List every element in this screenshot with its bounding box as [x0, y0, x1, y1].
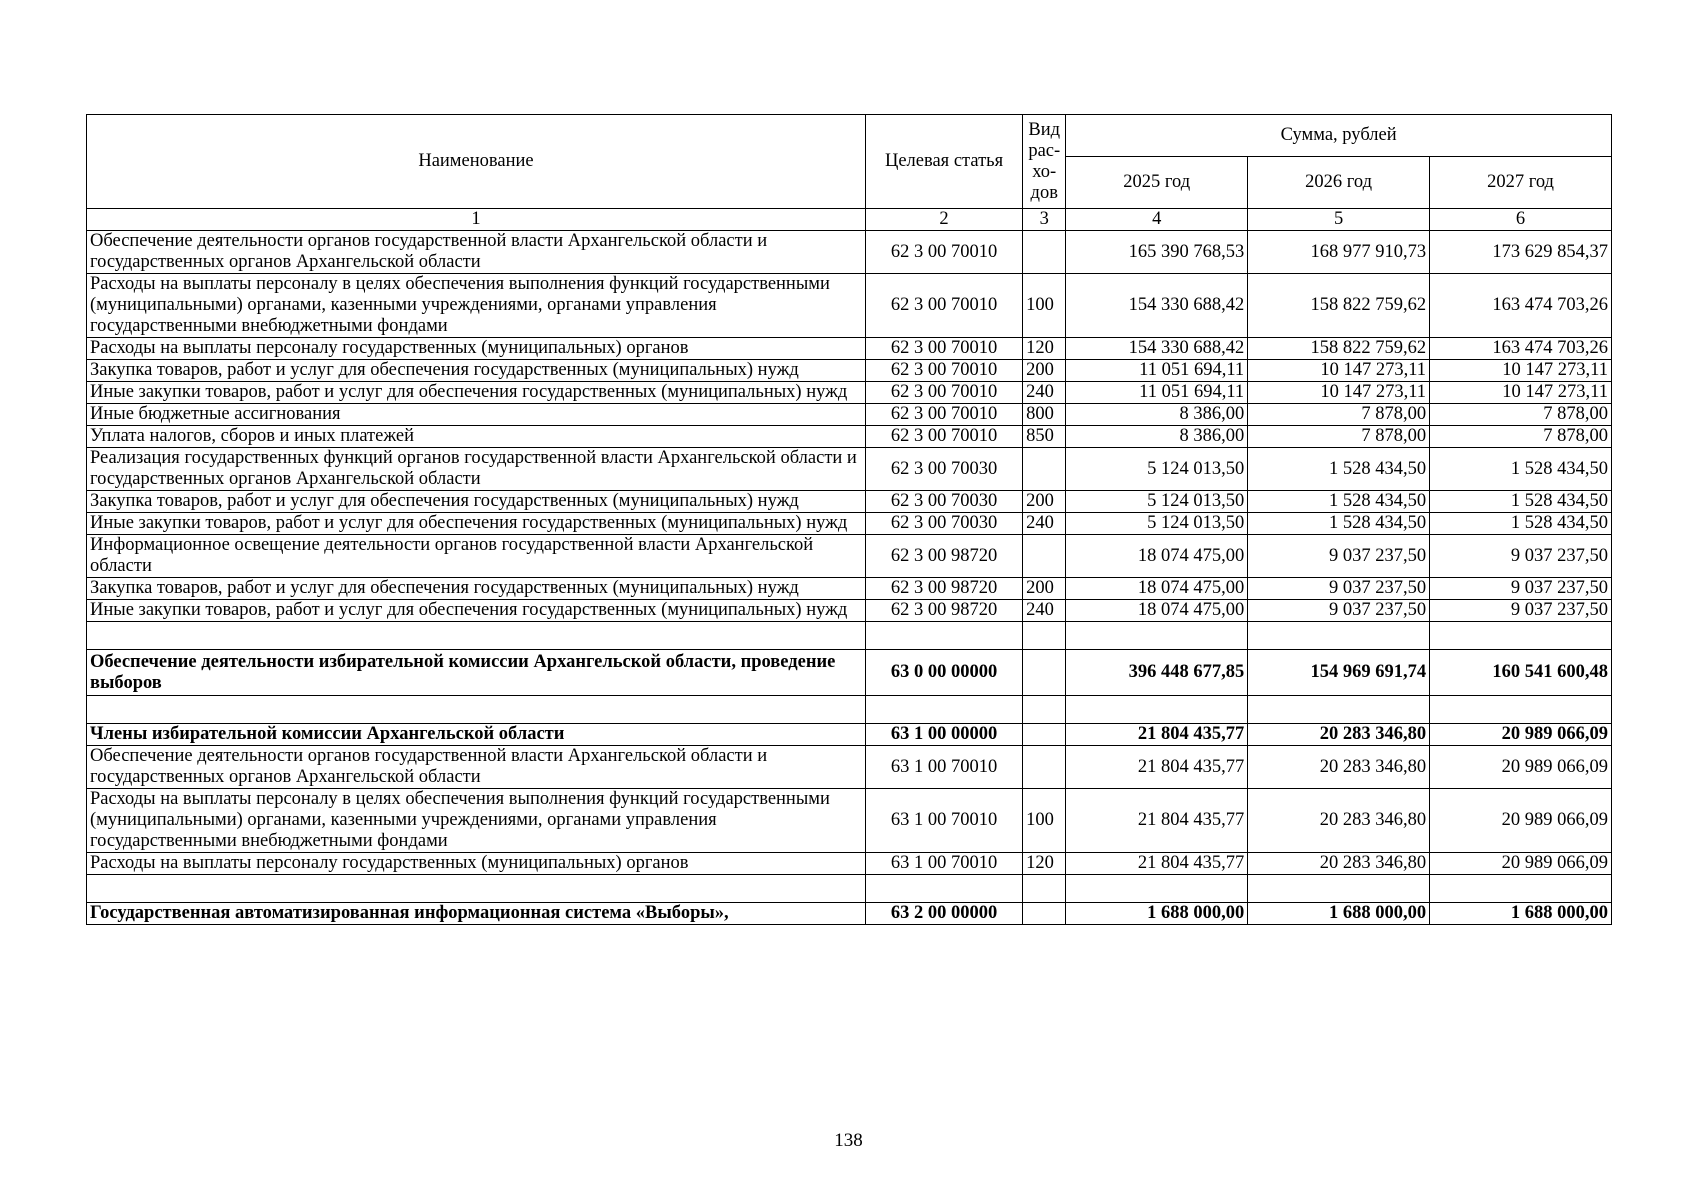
row-target-article: 62 3 00 70030: [865, 491, 1022, 513]
row-amount-2026: 1 528 434,50: [1248, 448, 1430, 491]
row-amount-2027: 160 541 600,48: [1430, 650, 1612, 696]
table-row: [87, 448, 1612, 491]
budget-table: [86, 114, 1612, 925]
header-name: Наименование: [87, 115, 866, 209]
header-year-2027: 2027 год: [1430, 157, 1612, 209]
row-amount-2026: 10 147 273,11: [1248, 382, 1430, 404]
row-expense-kind: 200: [1023, 578, 1066, 600]
row-name: Информационное освещение деятельности органов государственной власти Архангельской области: [87, 535, 866, 578]
header-year-2026: 2026 год: [1248, 157, 1430, 209]
row-amount-2025: 11 051 694,11: [1066, 382, 1248, 404]
row-name: Иные закупки товаров, работ и услуг для обеспечения государственных (муниципальных) нужд: [87, 382, 866, 404]
row-expense-kind: 120: [1023, 338, 1066, 360]
row-amount-2025: 18 074 475,00: [1066, 578, 1248, 600]
row-target-article: 62 3 00 70030: [865, 513, 1022, 535]
row-amount-2027: 163 474 703,26: [1430, 274, 1612, 338]
row-amount-2025: 154 330 688,42: [1066, 338, 1248, 360]
row-target-article: 63 1 00 70010: [865, 746, 1022, 789]
blank-row: [87, 875, 1612, 903]
row-amount-2027: 20 989 066,09: [1430, 746, 1612, 789]
row-target-article: 63 1 00 70010: [865, 789, 1022, 853]
row-amount-2025: 5 124 013,50: [1066, 491, 1248, 513]
row-amount-2027: 7 878,00: [1430, 426, 1612, 448]
row-amount-2027: [1430, 875, 1612, 903]
row-expense-kind: 800: [1023, 404, 1066, 426]
row-expense-kind: [1023, 535, 1066, 578]
row-target-article: 62 3 00 70010: [865, 338, 1022, 360]
row-expense-kind: [1023, 231, 1066, 274]
row-amount-2025: 11 051 694,11: [1066, 360, 1248, 382]
row-amount-2026: [1248, 622, 1430, 650]
header-year-2025: 2025 год: [1066, 157, 1248, 209]
row-expense-kind: [1023, 622, 1066, 650]
row-amount-2027: 20 989 066,09: [1430, 724, 1612, 746]
row-amount-2025: 21 804 435,77: [1066, 789, 1248, 853]
column-number: 2: [865, 209, 1022, 231]
row-expense-kind: 100: [1023, 789, 1066, 853]
table-row: [87, 491, 1612, 513]
row-expense-kind: [1023, 650, 1066, 696]
row-amount-2027: 1 688 000,00: [1430, 903, 1612, 925]
row-amount-2025: 8 386,00: [1066, 404, 1248, 426]
row-target-article: 62 3 00 70010: [865, 382, 1022, 404]
row-amount-2025: 396 448 677,85: [1066, 650, 1248, 696]
row-amount-2026: 9 037 237,50: [1248, 578, 1430, 600]
row-amount-2025: 5 124 013,50: [1066, 448, 1248, 491]
row-expense-kind: 850: [1023, 426, 1066, 448]
row-amount-2025: [1066, 875, 1248, 903]
row-expense-kind: 240: [1023, 600, 1066, 622]
row-target-article: 62 3 00 70030: [865, 448, 1022, 491]
table-row: [87, 404, 1612, 426]
column-number-row: [87, 209, 1612, 231]
row-amount-2027: 173 629 854,37: [1430, 231, 1612, 274]
row-amount-2025: 21 804 435,77: [1066, 853, 1248, 875]
row-amount-2027: 10 147 273,11: [1430, 360, 1612, 382]
row-amount-2025: 21 804 435,77: [1066, 746, 1248, 789]
table-row: [87, 360, 1612, 382]
row-target-article: 62 3 00 70010: [865, 404, 1022, 426]
row-name: Обеспечение деятельности органов государственной власти Архангельской области и государственных органов Архангельской области: [87, 231, 866, 274]
row-amount-2026: 20 283 346,80: [1248, 746, 1430, 789]
header-target-article: Целевая статья: [865, 115, 1022, 209]
row-amount-2026: [1248, 875, 1430, 903]
row-amount-2026: 20 283 346,80: [1248, 724, 1430, 746]
table-row: [87, 746, 1612, 789]
table-body: [87, 231, 1612, 925]
row-target-article: 63 1 00 70010: [865, 853, 1022, 875]
row-expense-kind: 100: [1023, 274, 1066, 338]
row-amount-2026: 158 822 759,62: [1248, 274, 1430, 338]
row-amount-2027: 1 528 434,50: [1430, 448, 1612, 491]
row-amount-2027: 9 037 237,50: [1430, 600, 1612, 622]
row-expense-kind: 120: [1023, 853, 1066, 875]
table-row: [87, 650, 1612, 696]
row-target-article: [865, 622, 1022, 650]
column-number: 5: [1248, 209, 1430, 231]
blank-row: [87, 622, 1612, 650]
row-amount-2026: 7 878,00: [1248, 404, 1430, 426]
row-name: Расходы на выплаты персоналу в целях обеспечения выполнения функций государственными (муниципальными) органами, казенными учреждениями, органами управления государственными внебюджетными фондами: [87, 789, 866, 853]
row-amount-2025: 8 386,00: [1066, 426, 1248, 448]
table-row: [87, 578, 1612, 600]
column-number: 6: [1430, 209, 1612, 231]
row-amount-2026: 9 037 237,50: [1248, 535, 1430, 578]
table-row: [87, 903, 1612, 925]
row-name: Закупка товаров, работ и услуг для обеспечения государственных (муниципальных) нужд: [87, 578, 866, 600]
blank-row: [87, 696, 1612, 724]
row-name: Государственная автоматизированная информационная система «Выборы»,: [87, 903, 866, 925]
header-expense-kind: Вид рас-хо-дов: [1023, 115, 1066, 209]
row-amount-2025: 1 688 000,00: [1066, 903, 1248, 925]
row-amount-2027: 20 989 066,09: [1430, 789, 1612, 853]
header-sum: Сумма, рублей: [1066, 115, 1612, 157]
table-row: [87, 535, 1612, 578]
row-amount-2025: [1066, 622, 1248, 650]
row-expense-kind: [1023, 724, 1066, 746]
row-amount-2027: 20 989 066,09: [1430, 853, 1612, 875]
row-expense-kind: [1023, 696, 1066, 724]
row-name: Закупка товаров, работ и услуг для обеспечения государственных (муниципальных) нужд: [87, 491, 866, 513]
row-amount-2027: 7 878,00: [1430, 404, 1612, 426]
row-expense-kind: [1023, 875, 1066, 903]
row-amount-2027: 9 037 237,50: [1430, 578, 1612, 600]
table-row: [87, 724, 1612, 746]
row-amount-2027: 10 147 273,11: [1430, 382, 1612, 404]
row-expense-kind: [1023, 448, 1066, 491]
row-name: Уплата налогов, сборов и иных платежей: [87, 426, 866, 448]
row-name: Расходы на выплаты персоналу в целях обеспечения выполнения функций государственными (муниципальными) органами, казенными учреждениями, органами управления государственными внебюджетными фондами: [87, 274, 866, 338]
row-target-article: 62 3 00 70010: [865, 426, 1022, 448]
row-amount-2025: 165 390 768,53: [1066, 231, 1248, 274]
row-amount-2025: 18 074 475,00: [1066, 535, 1248, 578]
row-amount-2026: 9 037 237,50: [1248, 600, 1430, 622]
table-row: [87, 382, 1612, 404]
row-expense-kind: [1023, 903, 1066, 925]
row-amount-2026: 1 528 434,50: [1248, 491, 1430, 513]
table-row: [87, 600, 1612, 622]
row-amount-2026: 1 688 000,00: [1248, 903, 1430, 925]
table-row: [87, 231, 1612, 274]
row-target-article: [865, 875, 1022, 903]
row-amount-2026: [1248, 696, 1430, 724]
row-target-article: 62 3 00 98720: [865, 535, 1022, 578]
row-expense-kind: 200: [1023, 360, 1066, 382]
table-row: [87, 426, 1612, 448]
row-amount-2027: [1430, 696, 1612, 724]
row-name: Иные закупки товаров, работ и услуг для обеспечения государственных (муниципальных) нужд: [87, 600, 866, 622]
row-amount-2027: 1 528 434,50: [1430, 491, 1612, 513]
column-number: 3: [1023, 209, 1066, 231]
row-target-article: 63 1 00 00000: [865, 724, 1022, 746]
table-row: [87, 274, 1612, 338]
table-row: [87, 789, 1612, 853]
row-name: Обеспечение деятельности избирательной комиссии Архангельской области, проведение выборов: [87, 650, 866, 696]
row-target-article: 62 3 00 70010: [865, 274, 1022, 338]
row-amount-2025: 21 804 435,77: [1066, 724, 1248, 746]
row-name: Иные закупки товаров, работ и услуг для обеспечения государственных (муниципальных) нужд: [87, 513, 866, 535]
row-target-article: 62 3 00 98720: [865, 578, 1022, 600]
row-amount-2026: 7 878,00: [1248, 426, 1430, 448]
row-amount-2025: [1066, 696, 1248, 724]
row-expense-kind: [1023, 746, 1066, 789]
row-amount-2026: 10 147 273,11: [1248, 360, 1430, 382]
row-target-article: 62 3 00 70010: [865, 231, 1022, 274]
row-amount-2026: 168 977 910,73: [1248, 231, 1430, 274]
row-amount-2026: 154 969 691,74: [1248, 650, 1430, 696]
row-amount-2026: 1 528 434,50: [1248, 513, 1430, 535]
row-expense-kind: 240: [1023, 513, 1066, 535]
row-name: [87, 622, 866, 650]
table-row: [87, 853, 1612, 875]
row-name: Расходы на выплаты персоналу государственных (муниципальных) органов: [87, 853, 866, 875]
table-header: [87, 115, 1612, 231]
row-amount-2025: 18 074 475,00: [1066, 600, 1248, 622]
row-amount-2025: 154 330 688,42: [1066, 274, 1248, 338]
row-name: Иные бюджетные ассигнования: [87, 404, 866, 426]
row-target-article: 62 3 00 70010: [865, 360, 1022, 382]
row-amount-2026: 158 822 759,62: [1248, 338, 1430, 360]
row-target-article: 63 0 00 00000: [865, 650, 1022, 696]
column-number: 4: [1066, 209, 1248, 231]
page-number: 138: [834, 1130, 863, 1151]
row-amount-2027: 163 474 703,26: [1430, 338, 1612, 360]
row-amount-2025: 5 124 013,50: [1066, 513, 1248, 535]
row-amount-2026: 20 283 346,80: [1248, 853, 1430, 875]
row-name: Закупка товаров, работ и услуг для обеспечения государственных (муниципальных) нужд: [87, 360, 866, 382]
row-name: [87, 696, 866, 724]
row-name: Члены избирательной комиссии Архангельской области: [87, 724, 866, 746]
row-amount-2027: 1 528 434,50: [1430, 513, 1612, 535]
row-amount-2027: 9 037 237,50: [1430, 535, 1612, 578]
column-number: 1: [87, 209, 866, 231]
row-name: [87, 875, 866, 903]
row-name: Обеспечение деятельности органов государственной власти Архангельской области и государственных органов Архангельской области: [87, 746, 866, 789]
row-amount-2027: [1430, 622, 1612, 650]
row-amount-2026: 20 283 346,80: [1248, 789, 1430, 853]
row-target-article: [865, 696, 1022, 724]
row-name: Расходы на выплаты персоналу государственных (муниципальных) органов: [87, 338, 866, 360]
row-expense-kind: 240: [1023, 382, 1066, 404]
table-row: [87, 513, 1612, 535]
row-name: Реализация государственных функций органов государственной власти Архангельской области и государственных органов Архангельской области: [87, 448, 866, 491]
table-row: [87, 338, 1612, 360]
row-expense-kind: 200: [1023, 491, 1066, 513]
row-target-article: 62 3 00 98720: [865, 600, 1022, 622]
row-target-article: 63 2 00 00000: [865, 903, 1022, 925]
